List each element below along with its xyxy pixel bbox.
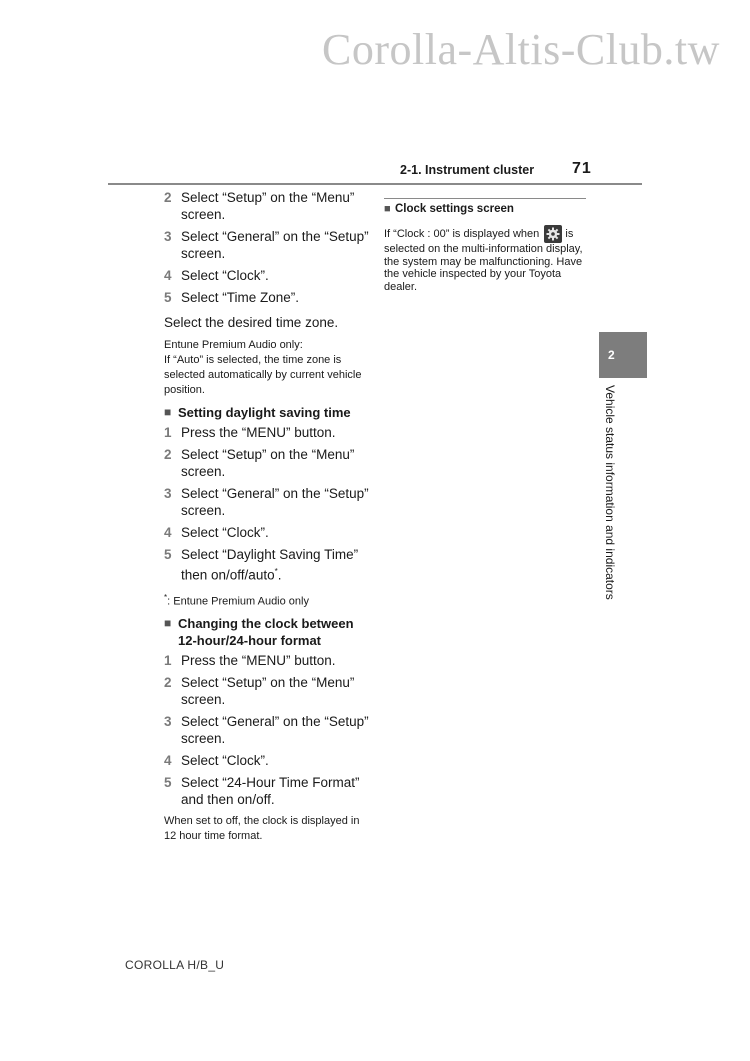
gear-settings-icon xyxy=(544,225,562,243)
step-item xyxy=(164,228,369,262)
step-number: 5 xyxy=(164,775,172,791)
footnote-mark: * xyxy=(164,592,168,602)
step-text: Select “24-Hour Time Format” and then on/off. xyxy=(181,775,360,808)
left-column xyxy=(164,189,369,850)
footnote-text: : Entune Premium Audio only xyxy=(167,595,309,608)
step-item xyxy=(164,752,369,769)
step-text: Select “Clock”. xyxy=(181,753,269,769)
step-number: 4 xyxy=(164,268,172,283)
step-number: 3 xyxy=(164,486,172,501)
step-number: 4 xyxy=(164,525,172,540)
step-text: Select “General” on the “Setup” screen. xyxy=(181,486,369,518)
step-item xyxy=(164,546,369,584)
clock-format-note: When set to off, the clock is displayed in 12 hour time format. xyxy=(164,815,360,843)
square-bullet-icon: ■ xyxy=(164,405,172,419)
right-column-divider xyxy=(384,198,586,199)
step-number: 5 xyxy=(164,290,172,305)
step-number: 3 xyxy=(164,229,172,244)
step-item xyxy=(164,446,369,480)
step-item xyxy=(164,189,369,223)
premium-audio-note xyxy=(164,338,369,398)
chapter-tab-number: 2 xyxy=(608,348,615,362)
footnote xyxy=(164,590,369,610)
footnote-marker: * xyxy=(274,567,278,576)
daylight-saving-heading-text: Setting daylight saving time xyxy=(178,405,351,420)
clock-settings-text-before: If “Clock : 00” is displayed when xyxy=(384,227,540,240)
section-title: 2-1. Instrument cluster xyxy=(400,163,535,177)
step-item xyxy=(164,424,369,441)
step-text: Select “Clock”. xyxy=(181,268,269,283)
step-number: 2 xyxy=(164,675,172,691)
step-item xyxy=(164,289,369,306)
step-number: 1 xyxy=(164,425,172,440)
step-item xyxy=(164,524,369,541)
step-text: Press the “MENU” button. xyxy=(181,425,336,440)
step-text: Press the “MENU” button. xyxy=(181,653,336,669)
step-number: 2 xyxy=(164,190,172,205)
watermark: Corolla-Altis-Club.tw xyxy=(322,25,720,74)
chapter-tab-label: Vehicle status information and indicators xyxy=(603,385,617,600)
step-item xyxy=(164,774,369,808)
step-text: Select “Setup” on the “Menu” screen. xyxy=(181,190,355,222)
step-number: 5 xyxy=(164,547,172,562)
step-text: Select “Clock”. xyxy=(181,525,269,540)
premium-audio-note-title: Entune Premium Audio only: xyxy=(164,339,303,351)
step-text-main: Select “Daylight Saving Time” then on/off/auto xyxy=(181,547,359,583)
daylight-saving-heading xyxy=(164,404,369,421)
step-item xyxy=(164,485,369,519)
page-number: 71 xyxy=(572,160,592,177)
clock-format-heading-text: Changing the clock between 12-hour/24-hour format xyxy=(178,616,354,649)
step-text xyxy=(181,546,369,584)
time-zone-paragraph: Select the desired time zone. xyxy=(164,315,339,330)
square-bullet-icon: ■ xyxy=(384,203,391,215)
clock-settings-text-after: is selected on the multi-information display, the system may be malfunctioning. Have the vehicle inspected by your Toyota dealer. xyxy=(384,227,583,293)
step-number: 2 xyxy=(164,447,172,462)
clock-settings-heading-text: Clock settings screen xyxy=(395,203,514,215)
step-text: Select “General” on the “Setup” screen. xyxy=(181,229,369,261)
clock-settings-paragraph xyxy=(384,225,586,293)
step-text: Select “Setup” on the “Menu” screen. xyxy=(181,675,355,708)
premium-audio-note-body: If “Auto” is selected, the time zone is selected automatically by current vehicle position. xyxy=(164,354,362,396)
right-column xyxy=(384,198,586,293)
step-text: Select “General” on the “Setup” screen. xyxy=(181,714,369,747)
step-number: 3 xyxy=(164,714,172,730)
step-item xyxy=(164,267,369,284)
chapter-tab xyxy=(599,332,647,378)
square-bullet-icon: ■ xyxy=(164,616,172,631)
clock-settings-heading xyxy=(384,202,586,217)
step-item xyxy=(164,713,369,747)
step-number: 1 xyxy=(164,653,172,669)
step-number: 4 xyxy=(164,753,172,769)
step-text: Select “Time Zone”. xyxy=(181,290,300,305)
header-divider xyxy=(108,183,642,185)
step-item xyxy=(164,652,369,669)
step-text: Select “Setup” on the “Menu” screen. xyxy=(181,447,355,479)
clock-format-heading xyxy=(164,615,369,649)
footer-model: COROLLA H/B_U xyxy=(125,958,225,972)
step-text-end: . xyxy=(277,567,282,583)
step-item xyxy=(164,674,369,708)
